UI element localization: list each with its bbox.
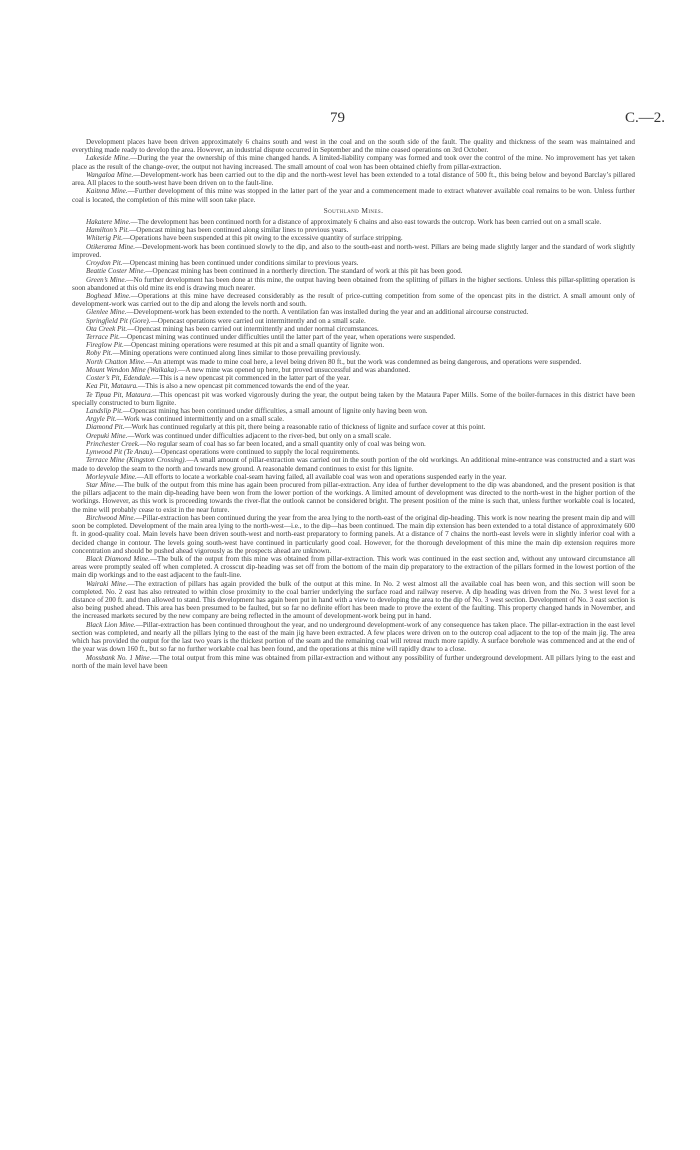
- paragraph: [72, 333, 635, 341]
- paragraph-text: —During the year the ownership of this mine changed hands. A limited-liability company was formed and took over the control of the mine. No improvement has yet taken place as the result of the change-over, the output not having increased. The small amount of coal won has been obtained chiefly from pillar-extraction.: [72, 154, 635, 171]
- paragraph-text: —Pillar-extraction has been continued throughout the year, and no underground development-work of any consequence has taken place. The pillar-extraction in the east level section was completed, and nearly all the pillars lying to the east of the main jig have been extracted. A few places were driven on to the outcrop coal adjacent to the top of the main jig. The area which has provided the output for the last two years is the thickest portion of the seam and the remaining coal will retreat much more rapidly. A surface borehole was commenced and at the end of the year was down 160 ft., but so far no further workable coal has been found, and the operations at this mine will rapidly draw to a close.: [72, 620, 635, 654]
- mine-name: Birchwood Mine.: [86, 513, 136, 522]
- paragraph: [72, 456, 635, 472]
- paragraph-text: —Operations have been suspended at this pit owing to the excessive quantity of surface stripping.: [122, 234, 403, 243]
- mine-name: Black Lion Mine.: [86, 620, 136, 629]
- paragraph: [72, 654, 635, 670]
- paragraph: [72, 358, 635, 366]
- paragraph: [72, 234, 635, 242]
- section-heading: Southland Mines.: [323, 205, 384, 215]
- paragraph: [72, 187, 635, 203]
- paragraph: [72, 448, 635, 456]
- mine-name: Wangaloa Mine.: [86, 170, 134, 179]
- paragraph-text: —Development-work has been extended to the north. A ventilation fan was installed during the year and an additional aircourse constructed.: [126, 308, 529, 317]
- page-header: [0, 110, 700, 130]
- paragraph-text: —Opencast operations were carried out intermittently and on a small scale.: [150, 316, 366, 325]
- paragraph-text: —This is a new opencast pit commenced in the latter part of the year.: [151, 374, 351, 383]
- paragraph-text: —Opencast mining has been carried out intermittently and under normal circumstances.: [127, 324, 379, 333]
- paragraph-text: —No regular seam of coal has so far been located, and a small quantity only of coal was being won.: [139, 439, 426, 448]
- paragraph: [72, 514, 635, 555]
- paragraph: [72, 407, 635, 415]
- paragraph: [72, 349, 635, 357]
- paragraph: [72, 555, 635, 580]
- paragraph: [72, 218, 635, 226]
- paragraph: [72, 366, 635, 374]
- paragraph-text: —Work was continued intermittently and on a small scale.: [116, 415, 285, 424]
- mine-name: Black Diamond Mine.: [86, 554, 150, 563]
- paragraph-text: —A small amount of pillar-extraction was carried out in the south portion of the old workings. An additional mine-entrance was constructed and a start was made to develop the seam to the north and towards new ground. A reasonable demand continues to exist for this lignite.: [72, 456, 635, 473]
- paragraph: [72, 423, 635, 431]
- paragraph-text: —Opencast mining has been continued along similar lines to previous years.: [129, 226, 349, 235]
- body-text: [72, 138, 635, 670]
- mine-name: Boghead Mine.: [86, 291, 131, 300]
- paragraph: [72, 341, 635, 349]
- paragraph-text: —Operations at this mine have decreased considerably as the result of price-cutting competition from some of the opencast pits in the district. A small amount only of development-work was carried out to the dip and along the levels north and south.: [72, 291, 636, 309]
- paragraph-text: —This is also a new opencast pit commenced towards the end of the year.: [137, 382, 350, 391]
- mine-name: Lynwood Pit (Te Anau).: [86, 448, 154, 457]
- mine-name: Terrace Pit.: [86, 333, 120, 342]
- document-reference: C.—2.: [625, 110, 666, 126]
- mine-name: Beattie Coster Mine.: [86, 267, 146, 276]
- paragraph: [72, 171, 635, 187]
- paragraph: [72, 308, 635, 316]
- mine-name: Whiterig Pit.: [86, 234, 123, 243]
- paragraph-text: —Opencast mining has been continued in a northerly direction. The standard of work at this pit has been good.: [145, 267, 463, 276]
- paragraph: [72, 226, 635, 234]
- paragraph: [72, 259, 635, 267]
- mine-name: Mossbank No. 1 Mine.: [86, 653, 152, 662]
- paragraph-text: —The total output from this mine was obtained from pillar-extraction and without any possibility of further underground development. All pillars lying to the east and north of the main level have been: [72, 653, 635, 670]
- paragraph-text: —Opencast mining has been continued under conditions similar to previous years.: [122, 259, 359, 268]
- mine-name: Argyle Pit.: [86, 415, 117, 424]
- paragraph: [72, 621, 635, 654]
- mine-name: Croydon Pit.: [86, 259, 123, 268]
- paragraph: [72, 317, 635, 325]
- page-number: 79: [330, 110, 345, 126]
- mine-name: Lakeside Mine.: [86, 154, 131, 163]
- paragraph-text: —This opencast pit was worked vigorously during the year, the output being taken by the Mataura Paper Mills. Some of the boiler-furnaces in this district have been specially constructed to burn lignite.: [72, 390, 635, 407]
- paragraph: [72, 481, 635, 514]
- paragraph: [72, 276, 635, 292]
- paragraph: [72, 292, 635, 308]
- mine-name: Landslip Pit.: [86, 407, 123, 415]
- paragraph-text: —Opencast operations were continued to supply the local requirements.: [153, 448, 360, 457]
- paragraph-text: —The bulk of the output from this mine has again been procured from pillar-extraction. Any idea of further development to the dip was abandoned, and the present position is that the pillars adjacent to the main dip-heading have been won from the lower portion of the workings. A limited amount of development was directed to the north-west in the higher portion of the workings. However, as this work is proceeding towards the river-flat the outlook cannot be considered bright. The present position of the mine is such that, unless further workable coal is located, the mine will probably cease to exist in the near future.: [72, 480, 635, 514]
- paragraph: [72, 243, 635, 259]
- paragraph: [72, 138, 635, 154]
- mine-name: Coster’s Pit, Edendale.: [86, 374, 152, 383]
- mine-name: Hamilton’s Pit.: [86, 226, 130, 235]
- paragraph-text: —No further development has been done at this mine, the output having been obtained from the splitting of pillars in the higher sections. Unless this pillar-splitting operation is soon abandoned at this old mine its end is drawing much nearer.: [72, 275, 636, 292]
- paragraph-text: —The extraction of pillars has again provided the bulk of the output at this mine. In No. 2 west almost all the available coal has been won, and this section will soon be completed. No. 2 east has also retreated to within close proximity to the coal barrier underlying the surface road and railway reserve. A dip heading was driven from the No. 3 west level for a distance of 200 ft. and then allowed to stand. This development has again been put in hand with a view to developing the area to the dip of No. 3 west section. Development of No. 3 east section is also being pushed ahead. This area has been presumed to be faulted, but so far no definite effort has been made to prove the extent of the faulting. This property changed hands in November, and the increased markets secured by the new company are being reflected in the amount of development-work being put in hand.: [72, 579, 636, 621]
- paragraph-text: —Mining operations were continued along lines similar to those prevailing previously.: [112, 349, 361, 358]
- mine-name: Ota Creek Pit.: [86, 324, 128, 333]
- mine-name: Springfield Pit (Gore).: [86, 316, 151, 325]
- mine-name: Mount Wendon Mine (Waikaka).: [86, 365, 179, 374]
- mine-name: Otikerama Mine.: [86, 242, 136, 251]
- mine-name: Terrace Mine (Kingston Crossing).: [86, 456, 187, 465]
- mine-name: Te Tipua Pit, Mataura.: [86, 390, 153, 399]
- mine-name: Diamond Pit.: [86, 423, 125, 432]
- mine-name: Princhester Creek.: [86, 439, 140, 448]
- mine-name: Roby Pit.: [86, 349, 113, 358]
- paragraph-text: —Work was continued under difficulties adjacent to the river-bed, but only on a small scale.: [127, 431, 392, 440]
- paragraph: [72, 382, 635, 390]
- paragraph-text: —Work has continued regularly at this pit, there being a reasonable ratio of thickness of lignite and surface cover at this point.: [124, 423, 486, 432]
- mine-name: Star Mine.: [86, 480, 117, 489]
- paragraph-text: —All efforts to locate a workable coal-seam having failed, all available coal was won and operations suspended early in the year.: [136, 472, 507, 481]
- paragraph-text: —An attempt was made to mine coal here, a level being driven 80 ft., but the work was condemned as being dangerous, and operations were suspended.: [145, 357, 582, 366]
- otago-mines-section: [72, 138, 635, 204]
- paragraph-text: —Development-work has been continued slowly to the dip, and also to the south-east and north-west. Pillars are being made slightly larger and the standard of work slightly improved.: [72, 242, 635, 259]
- paragraph-text: —A new mine was opened up here, but proved unsuccessful and was abandoned.: [178, 365, 411, 374]
- southland-mines-section: [72, 218, 635, 670]
- paragraph-text: —Opencast mining operations were resumed at this pit and a small quantity of lignite won.: [123, 341, 385, 350]
- paragraph: [72, 325, 635, 333]
- paragraph-text: —The development has been continued north for a distance of approximately 6 chains and also east towards the outcrop. Work has been carried out on a small scale.: [130, 217, 602, 226]
- paragraph: [72, 432, 635, 440]
- paragraph: [72, 473, 635, 481]
- paragraph-text: —Development-work has been carried out to the dip and the north-west level has been extended to a total distance of 500 ft., this being below and beyond Barclay’s pillared area. All places to the south-west have been driven on to the fault-line.: [72, 170, 635, 188]
- mine-name: Kea Pit, Mataura.: [86, 382, 138, 391]
- mine-name: Hakatere Mine.: [86, 217, 131, 226]
- mine-name: Kaitnna Mine.: [86, 187, 128, 196]
- paragraph: [72, 440, 635, 448]
- paragraph-text: —Opencast mining has been continued under difficulties, a small amount of lignite only having been won.: [122, 407, 428, 415]
- paragraph-text: —Opencast mining was continued under difficulties until the latter part of the year, when operations were suspended.: [119, 333, 456, 342]
- paragraph-text: —Further development of this mine was stopped in the latter part of the year and a commencement made to extract whatever available coal remains to be won. Unless further coal is located, the completion of this mine will soon take place.: [72, 187, 635, 204]
- mine-name: Morleyvale Mine.: [86, 472, 137, 481]
- mine-name: Orepuki Mine.: [86, 431, 128, 440]
- mine-name: Green’s Mine.: [86, 275, 127, 284]
- paragraph: [72, 580, 635, 621]
- mine-name: Wairaki Mine.: [86, 579, 128, 588]
- paragraph-text: —Pillar-extraction has been continued during the year from the area lying to the north-east of the original dip-heading. This work is now nearing the present main dip and will soon be completed. Development of the main area lying to the north-west—i.e., to the dip—has been continued. The main dip extension has been extended to a total distance of approximately 600 ft. in good-quality coal. Main levels have been driven south-west and north-east preparatory to forming panels. At a distance of 7 chains the north-east levels were in slightly inferior coal with a decided change in contour. The levels going south-west have continued in particularly good coal. However, for the thorough development of this mine the main dip extension requires more concentration and should be pushed ahead vigorously as the prospects ahead are unknown.: [72, 513, 635, 555]
- paragraph-text: —The bulk of the output from this mine was obtained from pillar-extraction. This work was continued in the east section and, without any untoward circumstance all areas were promptly sealed off when completed. A crosscut dip-heading was set off from the bottom of the main dip preparatory to the extraction of the pillars formed in the lowest portion of the main dip workings and to the east adjacent to the fault-line.: [72, 554, 635, 580]
- mine-name: North Chatton Mine.: [86, 357, 146, 366]
- paragraph: [72, 154, 635, 170]
- paragraph: [72, 391, 635, 407]
- mine-name: Glenlee Mine.: [86, 308, 127, 317]
- paragraph: [72, 415, 635, 423]
- paragraph-text: Development places have been driven approximately 6 chains south and west in the coal and on the south side of the fault. The quality and thickness of the seam was maintained and everything made ready to develop the area. However, an industrial dispute occurred in September and the mine ceased operations on 3rd October.: [72, 138, 635, 155]
- paragraph: [72, 374, 635, 382]
- mine-name: Fireglow Pit.: [86, 341, 124, 350]
- paragraph: [72, 267, 635, 275]
